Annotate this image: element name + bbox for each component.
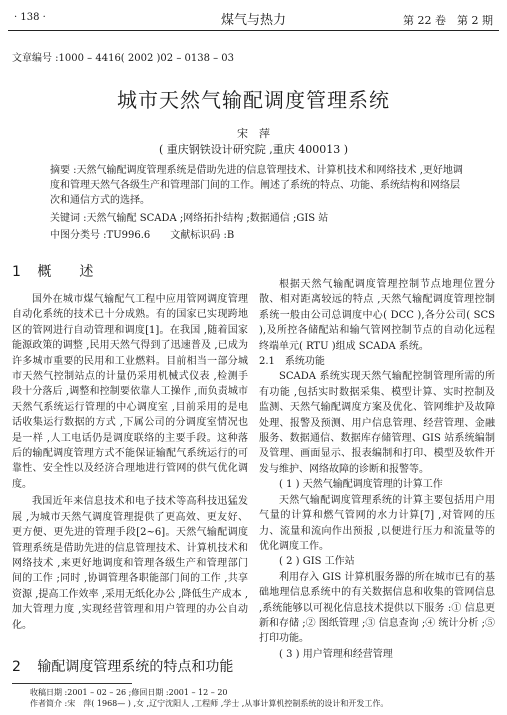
left-paragraph-1: 国外在城市煤气输配气工程中应用管网调度管理自动化系统的技术已十分成熟。有的国家已实现跨地区的管网进行自动管理和调度[1]。在我国 ,随着国家能源政策的调整 ,民用天然气得到了迅速普及 ,已成为许多城市重要的民用和工业燃料。目前相当一部分城市天然气控制站点的计量仍采用机械式仪表 ,检测手段十分落后 ,调整和控制要依靠人工操作 ,而负责城市天然气系统运行管理的中心调度室 ,目前采用的是电话收集运行数据的方式 ,下属公司的分调度室情况也是一样 ,人工电话仍是调度联络的主要手段。这种落后的输配调度管理方式不能保证输配气系统运行的可靠性、安全性以及经济合理地进行管网的供气优化调度。 [12, 294, 248, 490]
header-rule [8, 30, 499, 31]
right-column [259, 277, 495, 662]
right-paragraph-4: 利用存入 GIS 计算机服务器的所在城市已有的基础地理信息系统中的有关数据信息和收集的管网信息 ,系统能够以可视化信息技术提供以下服务 :① 信息更新和存储 ;② 图纸管理 ;③ 信息查询 ;④ 统计分析 ;⑤ 打印功能。 [259, 571, 495, 645]
keywords: 关键词 :天然气输配 SCADA ;网络拓扑结构 ;数据通信 ;GIS 站 [50, 213, 329, 224]
affiliation: ( 重庆钢铁设计研究院 ,重庆 400013 ) [158, 143, 349, 156]
footnote-rule [12, 683, 132, 684]
right-paragraph-2: SCADA 系统实现天然气输配控制管理所需的所有功能 ,包括实时数据采集、模型计算、实时控制及监测、天然气输配调度方案及优化、管网维护及故障处理、报警及预测、用户信息管理、经营管理、金融服务、数据通信、数据库存储管理、GIS 站系统编制及管理、画面显示、报表编制和打印、模型及软件开发与维护、网络故障的诊断和报警等。 [259, 371, 495, 475]
journal-name: 煤气与热力 [220, 13, 286, 28]
left-paragraph-2: 我国近年来信息技术和电子技术等高科技迅猛发展 ,为城市天然气调度管理提供了更高效、更友好、更方便、更先进的管理手段[2~6]。天然气输配调度管理系统是借助先进的信息管理技术、计算机技术和网络技术 ,来更好地调度和管理各级生产和管理部门间的工作 ;同时 ,协调管理各职能部门间的工作 ,共享资源 ,提高工作效率 ,采用无纸化办公 ,降低生产成本 ,加大管理力度 ,实现经营管理和用户管理的办公自动化。 [12, 496, 248, 631]
footnote-author-bio: 作者简介 :宋 萍( 1968— ) ,女 ,辽宁沈阳人 ,工程师 ,学士 ,从事计算机控制系统的设计和开发工作。 [30, 699, 389, 708]
footnote-received: 收稿日期 :2001 – 02 – 26 ;修回日期 :2001 – 12 – 20 [30, 688, 228, 697]
item-3-heading: ( 3 ) 用户管理和经营管理 [279, 648, 393, 660]
section-1-heading [12, 261, 93, 281]
subsection-2-1-heading: 2.1 系统功能 [259, 356, 325, 368]
item-1-heading: ( 1 ) 天然气输配调度管理的计算工作 [279, 479, 443, 491]
right-paragraph-3: 天然气输配调度管理系统的计算主要包括用户用气量的计算和燃气管网的水力计算[7] ,对管网的压力、流量和流向作出预报 ,以便进行压力和流量等的优化调度工作。 [259, 494, 495, 552]
section-2-number: 2 [12, 659, 21, 675]
classification: 中图分类号 :TU996.6 文献标识码 :B [50, 230, 235, 241]
volume-issue: 第 22 卷 第 2 期 [403, 14, 493, 27]
section-1-number: 1 [12, 264, 21, 280]
author: 宋 萍 [237, 127, 270, 140]
right-paragraph-1: 根据天然气输配调度管理控制节点地理位置分散、相对距离较远的特点 ,天然气输配调度管理控制系统一般由公司总调度中心( DCC ),各分公司( SCS ),及所控各储配站和输气管网控制节点的自动化远程终端单元( RTU )组成 SCADA 系统。 [259, 279, 495, 352]
left-column [12, 292, 248, 633]
article-title: 城市天然气输配调度管理系统 [117, 88, 390, 112]
abstract: 摘要 :天然气输配调度管理系统是借助先进的信息管理技术、计算机技术和网络技术 ,更好地调度和管理天然气各级生产和管理部门间的工作。阐述了系统的特点、功能、系统结构和网络层次和通信方式的选择。 [50, 165, 463, 206]
page-number: · 138 · [14, 12, 46, 23]
section-2-heading [12, 656, 233, 676]
section-2-title: 输配调度管理系统的特点和功能 [37, 659, 234, 675]
section-1-title: 概 述 [37, 264, 94, 280]
item-2-heading: ( 2 ) GIS 工作站 [279, 556, 355, 568]
footnote [30, 687, 497, 709]
article-number: 文章编号 :1000 – 4416( 2002 )02 – 0138 – 03 [12, 53, 235, 64]
